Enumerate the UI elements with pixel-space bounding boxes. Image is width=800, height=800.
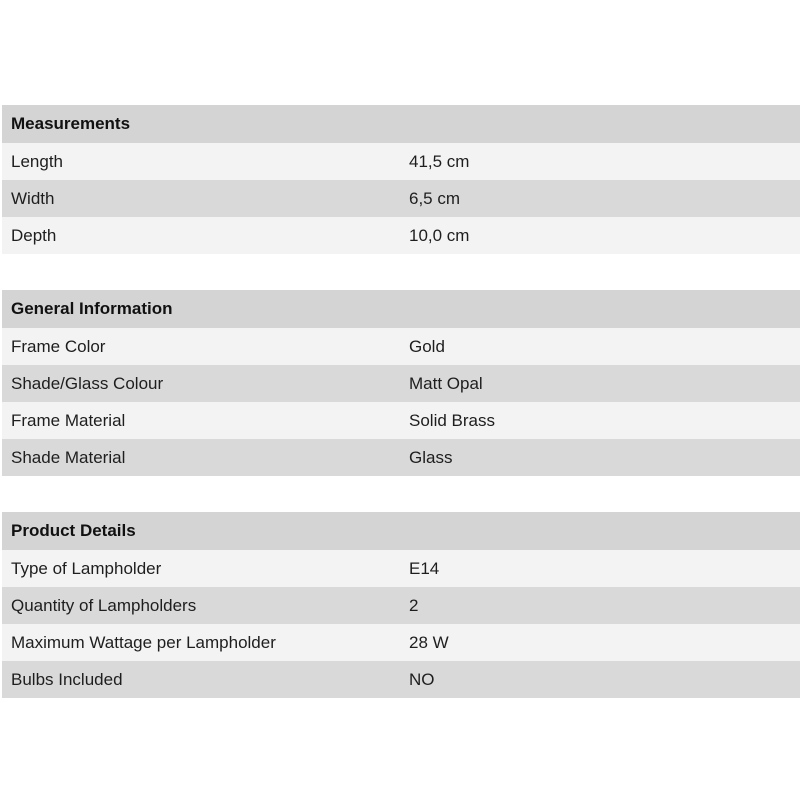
row-value: Glass — [409, 447, 453, 467]
row-label: Type of Lampholder — [11, 558, 162, 578]
row-value: NO — [409, 669, 435, 689]
table-row — [2, 143, 800, 180]
row-label: Shade Material — [11, 447, 126, 467]
row-label: Maximum Wattage per Lampholder — [11, 632, 276, 652]
row-value: 41,5 cm — [409, 151, 470, 171]
table-row — [2, 365, 800, 402]
row-label: Quantity of Lampholders — [11, 595, 197, 615]
row-label: Width — [11, 188, 55, 208]
row-value: 28 W — [409, 632, 449, 652]
table-row — [2, 661, 800, 698]
row-value: Gold — [409, 336, 445, 356]
section-measurements — [2, 105, 800, 254]
section-title: Product Details — [2, 512, 800, 550]
table-row — [2, 402, 800, 439]
row-label: Length — [11, 151, 63, 171]
row-label: Frame Material — [11, 410, 126, 430]
section-title: General Information — [2, 290, 800, 328]
row-value: 2 — [409, 595, 419, 615]
section-title: Measurements — [2, 105, 800, 143]
row-value: Matt Opal — [409, 373, 483, 393]
row-label: Frame Color — [11, 336, 106, 356]
table-row — [2, 439, 800, 476]
row-value: 6,5 cm — [409, 188, 461, 208]
table-row — [2, 550, 800, 587]
table-row — [2, 180, 800, 217]
row-label: Depth — [11, 225, 57, 245]
row-value: Solid Brass — [409, 410, 495, 430]
table-row — [2, 587, 800, 624]
row-label: Bulbs Included — [11, 669, 123, 689]
section-product-details — [2, 512, 800, 698]
section-general-information — [2, 290, 800, 476]
row-value: E14 — [409, 558, 440, 578]
row-value: 10,0 cm — [409, 225, 470, 245]
table-row — [2, 328, 800, 365]
table-row — [2, 217, 800, 254]
spec-sheet — [2, 105, 800, 698]
table-row — [2, 624, 800, 661]
row-label: Shade/Glass Colour — [11, 373, 164, 393]
